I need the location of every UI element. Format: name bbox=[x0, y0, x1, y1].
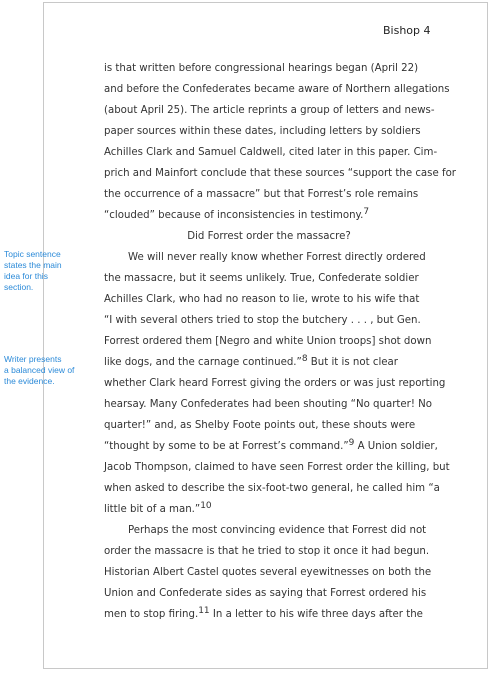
text-line bbox=[104, 352, 434, 373]
footnote-ref: 8 bbox=[301, 354, 308, 364]
text-line: and before the Confederates became aware of Northern allegations bbox=[104, 84, 450, 95]
text-span: men to stop firing. bbox=[104, 609, 199, 620]
text-span: In a letter to his wife three days after the bbox=[209, 609, 423, 620]
text-span: “clouded” because of inconsistencies in testimony. bbox=[104, 210, 364, 221]
text-line: paper sources within these dates, including letters by soldiers bbox=[104, 126, 421, 137]
note-line: the evidence. bbox=[4, 376, 55, 386]
footnote-ref: 11 bbox=[198, 606, 210, 616]
text-line: Perhaps the most convincing evidence that Forrest did not bbox=[128, 525, 427, 536]
note-line: section. bbox=[4, 282, 34, 292]
running-head: Bishop 4 bbox=[383, 24, 431, 37]
text-line: the occurrence of a massacre” but that Forrest’s role remains bbox=[104, 189, 419, 200]
section-heading: Did Forrest order the massacre? bbox=[187, 231, 351, 242]
text-line: (about April 25). The article reprints a group of letters and news- bbox=[104, 105, 435, 116]
text-span: like dogs, and the carnage continued.” bbox=[104, 357, 302, 368]
text-line: the massacre, but it seems unlikely. True, Confederate soldier bbox=[104, 273, 419, 284]
text-line: hearsay. Many Confederates had been shouting “No quarter! No bbox=[104, 399, 433, 410]
text-line: “I with several others tried to stop the butchery . . . , but Gen. bbox=[104, 315, 421, 326]
margin-note-topic-sentence bbox=[4, 249, 84, 293]
text-line: Jacob Thompson, claimed to have seen Forrest order the killing, but bbox=[104, 462, 450, 473]
note-line: states the main bbox=[4, 260, 62, 270]
text-line: Union and Confederate sides as saying that Forrest ordered his bbox=[104, 588, 427, 599]
footnote-ref: 9 bbox=[348, 438, 355, 448]
text-span: “thought by some to be at Forrest’s command.” bbox=[104, 441, 349, 452]
text-line: order the massacre is that he tried to stop it once it had begun. bbox=[104, 546, 430, 557]
text-line: Achilles Clark and Samuel Caldwell, cited later in this paper. Cim- bbox=[104, 147, 438, 158]
text-line: is that written before congressional hearings began (April 22) bbox=[104, 63, 419, 74]
text-line: Historian Albert Castel quotes several eyewitnesses on both the bbox=[104, 567, 432, 578]
note-line: a balanced view of bbox=[4, 365, 75, 375]
text-line: prich and Mainfort conclude that these sources “support the case for bbox=[104, 168, 456, 179]
margin-note-balanced-view bbox=[4, 354, 84, 387]
text-line: Forrest ordered them [Negro and white Union troops] shot down bbox=[104, 336, 432, 347]
text-line bbox=[104, 499, 434, 520]
text-span: little bit of a man.” bbox=[104, 504, 201, 515]
text-line bbox=[104, 205, 434, 226]
text-line bbox=[104, 436, 438, 457]
text-span: A Union soldier, bbox=[354, 441, 438, 452]
note-line: Topic sentence bbox=[4, 249, 61, 259]
note-line: idea for this bbox=[4, 271, 48, 281]
text-line: quarter!” and, as Shelby Foote points out, these shouts were bbox=[104, 420, 416, 431]
text-line: when asked to describe the six-foot-two general, he called him “a bbox=[104, 483, 440, 494]
text-line: whether Clark heard Forrest giving the orders or was just reporting bbox=[104, 378, 446, 389]
text-line: Achilles Clark, who had no reason to lie, wrote to his wife that bbox=[104, 294, 420, 305]
footnote-ref: 10 bbox=[200, 501, 212, 511]
text-line bbox=[104, 604, 434, 625]
text-span: But it is not clear bbox=[307, 357, 398, 368]
text-line: We will never really know whether Forrest directly ordered bbox=[128, 252, 426, 263]
note-line: Writer presents bbox=[4, 354, 62, 364]
footnote-ref: 7 bbox=[363, 207, 370, 217]
body-text bbox=[104, 58, 456, 625]
